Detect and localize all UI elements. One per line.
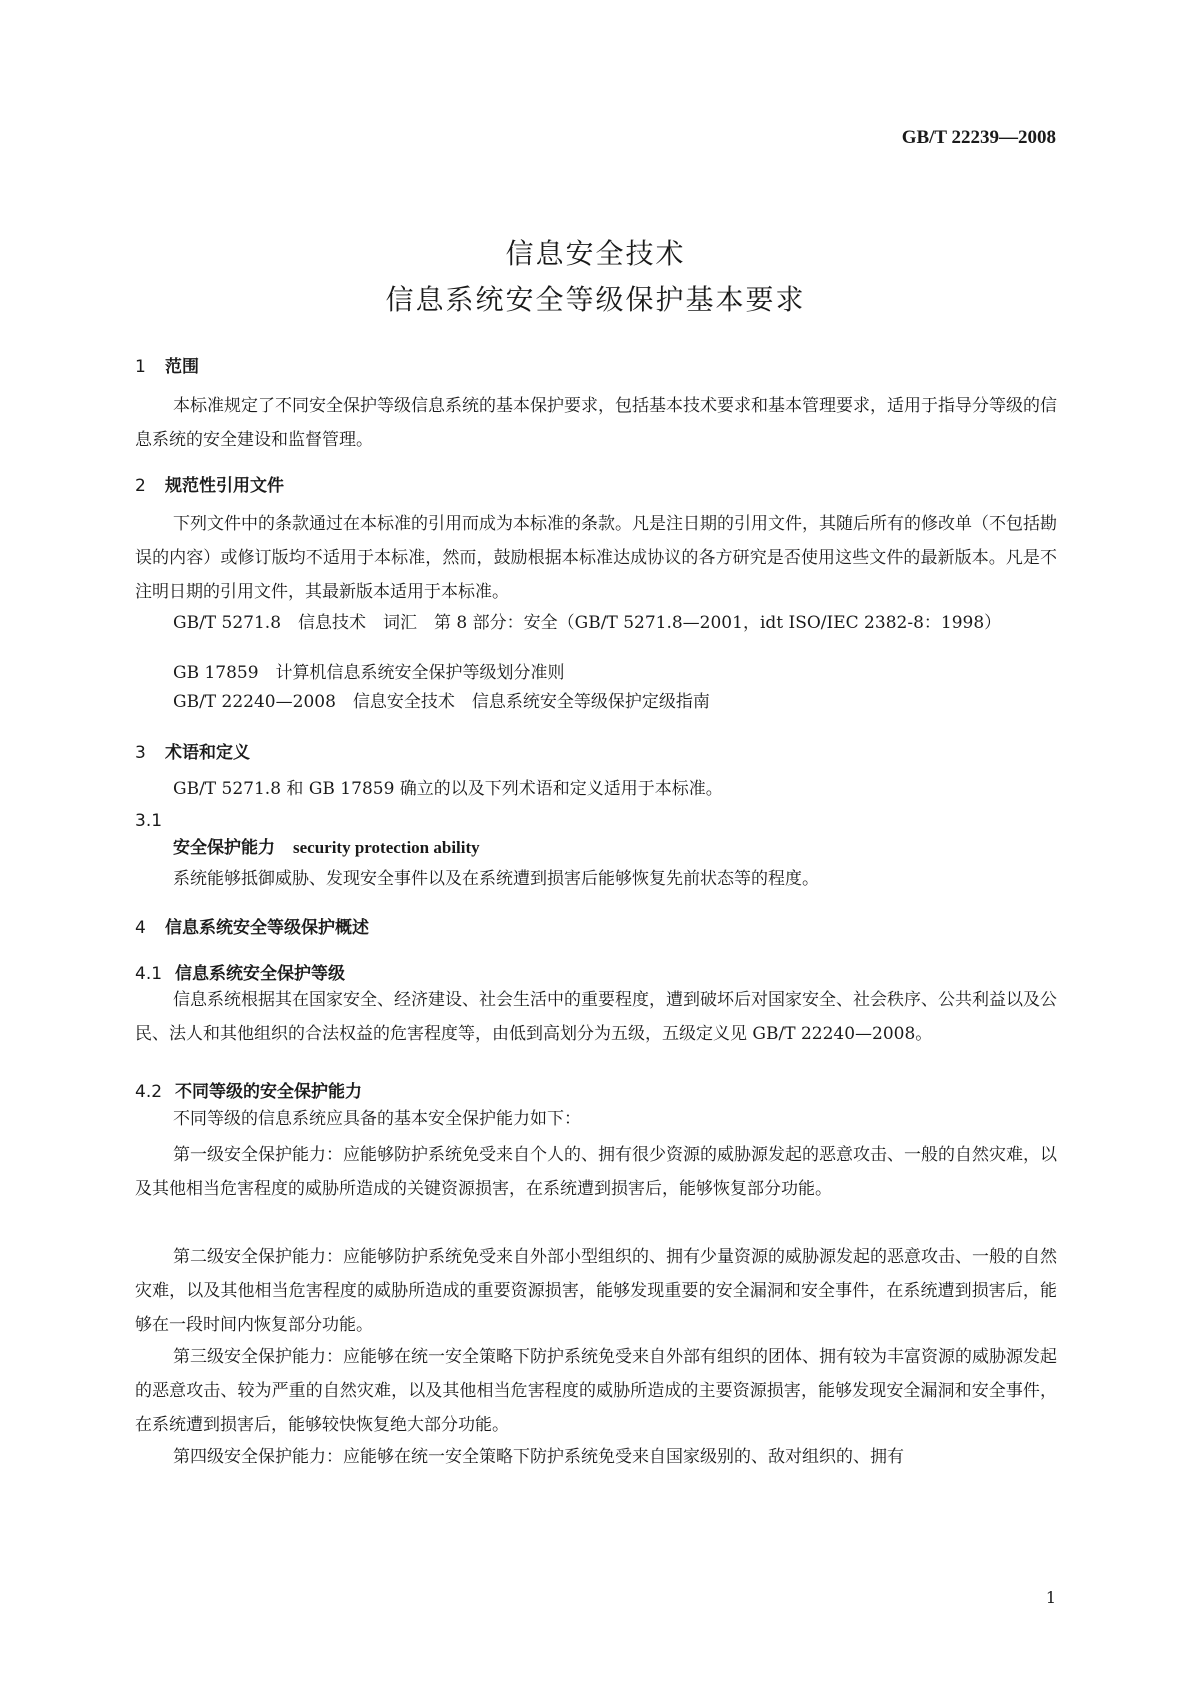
section-2-number: 2 <box>135 476 146 496</box>
section-4-title: 信息系统安全等级保护概述 <box>165 918 369 938</box>
subsection-4-2-heading <box>135 1077 362 1102</box>
term-definition: 系统能够抵御威胁、发现安全事件以及在系统遭到损害后能够恢复先前状态等的程度。 <box>173 869 819 889</box>
term-chinese: 安全保护能力 <box>173 838 275 858</box>
section-2-paragraph: 下列文件中的条款通过在本标准的引用而成为本标准的条款。凡是注日期的引用文件，其随后所有的修改单（不包括勘误的内容）或修订版均不适用于本标准，然而，鼓励根据本标准达成协议的各方研究是否使用这些文件的最新版本。凡是不注明日期的引用文件，其最新版本适用于本标准。 <box>135 514 1057 602</box>
protection-level-1: 第一级安全保护能力：应能够防护系统免受来自个人的、拥有很少资源的威胁源发起的恶意攻击、一般的自然灾难，以及其他相当危害程度的威胁所造成的关键资源损害，在系统遭到损害后，能够恢复部分功能。 <box>135 1145 1057 1199</box>
subsection-4-1-heading <box>135 959 345 984</box>
standard-number: GB/T 22239—2008 <box>901 127 1056 148</box>
section-1-number: 1 <box>135 357 146 377</box>
subsection-3-1-number: 3.1 <box>135 811 163 831</box>
subsection-4-2-intro: 不同等级的信息系统应具备的基本安全保护能力如下： <box>173 1109 581 1129</box>
protection-level-2: 第二级安全保护能力：应能够防护系统免受来自外部小型组织的、拥有少量资源的威胁源发起的恶意攻击、一般的自然灾难，以及其他相当危害程度的威胁所造成的重要资源损害，能够发现重要的安全漏洞和安全事件，在系统遭到损害后，能够在一段时间内恢复部分功能。 <box>135 1247 1057 1335</box>
section-3-heading <box>135 738 250 763</box>
subsection-4-1-title: 信息系统安全保护等级 <box>175 964 345 984</box>
section-2-title: 规范性引用文件 <box>165 476 284 496</box>
reference-item: GB/T 22240—2008 信息安全技术 信息系统安全等级保护定级指南 <box>173 692 710 712</box>
page-number: 1 <box>1045 1588 1056 1607</box>
section-2-heading <box>135 471 284 496</box>
section-3-number: 3 <box>135 743 146 763</box>
reference-item: GB/T 5271.8 信息技术 词汇 第 8 部分：安全（GB/T 5271.8—2001，idt ISO/IEC 2382-8：1998） <box>173 613 1002 633</box>
document-title-line1: 信息安全技术 <box>505 237 686 270</box>
subsection-4-1-number: 4.1 <box>135 964 163 984</box>
document-title-line2: 信息系统安全等级保护基本要求 <box>385 283 806 316</box>
section-1-paragraph: 本标准规定了不同安全保护等级信息系统的基本保护要求，包括基本技术要求和基本管理要求，适用于指导分等级的信息系统的安全建设和监督管理。 <box>135 396 1057 450</box>
reference-item: GB 17859 计算机信息系统安全保护等级划分准则 <box>173 663 565 683</box>
protection-level-4: 第四级安全保护能力：应能够在统一安全策略下防护系统免受来自国家级别的、敌对组织的、拥有 <box>173 1447 904 1467</box>
term-entry <box>173 831 480 865</box>
protection-level-3: 第三级安全保护能力：应能够在统一安全策略下防护系统免受来自外部有组织的团体、拥有较为丰富资源的威胁源发起的恶意攻击、较为严重的自然灾难，以及其他相当危害程度的威胁所造成的主要资源损害，能够发现安全漏洞和安全事件，在系统遭到损害后，能够较快恢复绝大部分功能。 <box>135 1347 1057 1435</box>
subsection-4-2-number: 4.2 <box>135 1082 163 1102</box>
section-1-title: 范围 <box>165 357 199 377</box>
term-english: security protection ability <box>293 838 480 857</box>
subsection-4-2-title: 不同等级的安全保护能力 <box>175 1082 362 1102</box>
section-4-heading <box>135 913 369 938</box>
subsection-4-1-paragraph: 信息系统根据其在国家安全、经济建设、社会生活中的重要程度，遭到破坏后对国家安全、社会秩序、公共利益以及公民、法人和其他组织的合法权益的危害程度等，由低到高划分为五级，五级定义见 GB/T 22240—2008。 <box>135 990 1057 1044</box>
section-3-title: 术语和定义 <box>165 743 250 763</box>
section-1-heading <box>135 352 199 377</box>
section-4-number: 4 <box>135 918 146 938</box>
section-3-paragraph: GB/T 5271.8 和 GB 17859 确立的以及下列术语和定义适用于本标准。 <box>173 779 723 799</box>
